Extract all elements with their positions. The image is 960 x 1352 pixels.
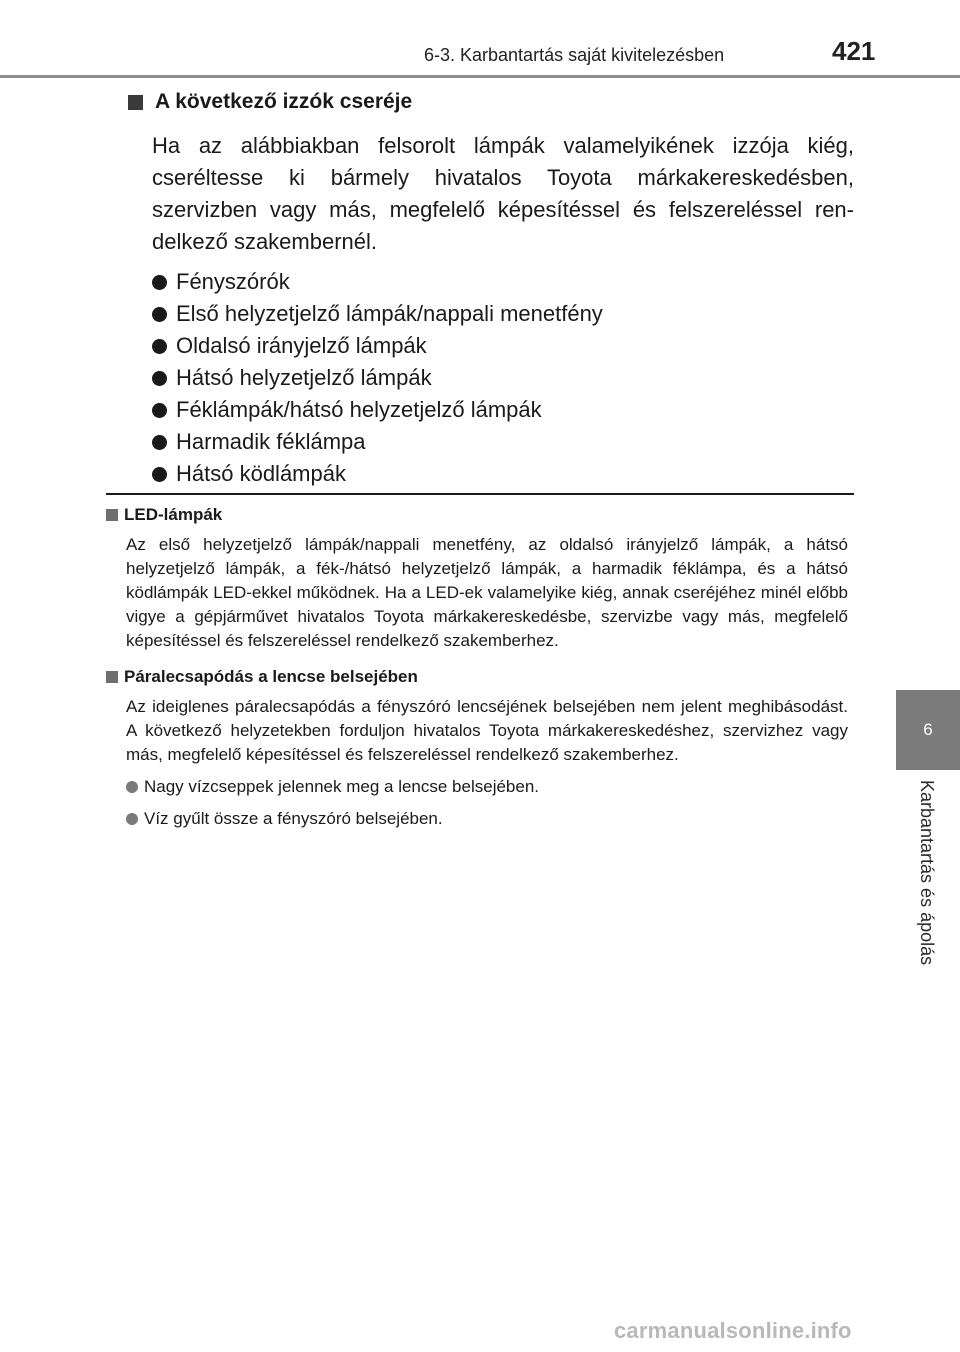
- main-section: [128, 90, 854, 490]
- note-paragraph-led: Az első helyzetjelző lámpák/nappali menetfény, az oldalsó irányjelző lámpák, a hátsó helyzetjelző lámpák, a fék-/hátsó helyzetjelző lámpák, a harmadik féklámpa, és a hátsó ködlámpák LED-ekkel működnek. Ha a LED-ek valamelyike kiég, annak cseréjéhez minél előbb vigye a gépjárművet hivatalos Toyota márkakereskedésbe, szervizbe vagy más, megfelelő képesítéssel és felszereléssel rendelkező szakemberhez.: [126, 535, 848, 650]
- list-item-text: Oldalsó irányjelző lámpák: [176, 333, 427, 358]
- list-item-text: Víz gyűlt össze a fényszóró belsejében.: [144, 809, 443, 828]
- note-heading-text: Páralecsapódás a lencse belsejében: [124, 667, 418, 686]
- chapter-number: 6: [923, 720, 933, 739]
- list-item: [152, 426, 854, 458]
- round-bullet-icon: [126, 781, 138, 793]
- round-bullet-icon: [152, 307, 167, 322]
- list-item-text: Nagy vízcseppek jelennek meg a lencse belsejében.: [144, 777, 540, 796]
- list-item-text: Féklámpák/hátsó helyzetjelző lámpák: [176, 397, 542, 422]
- chapter-tab: [896, 690, 960, 770]
- square-bullet-icon: [106, 509, 118, 521]
- round-bullet-icon: [152, 435, 167, 450]
- list-item: [152, 266, 854, 298]
- note-heading-led: [106, 503, 848, 527]
- note-heading-text: LED-lámpák: [124, 505, 223, 524]
- list-item: [152, 458, 854, 490]
- list-item-text: Fényszórók: [176, 269, 290, 294]
- list-item-text: Hátsó ködlámpák: [176, 461, 346, 486]
- round-bullet-icon: [152, 371, 167, 386]
- round-bullet-icon: [152, 467, 167, 482]
- round-bullet-icon: [152, 275, 167, 290]
- round-bullet-icon: [152, 403, 167, 418]
- main-heading-text: A következő izzók cseréje: [155, 90, 413, 113]
- main-heading: [128, 90, 854, 114]
- section-divider: [106, 493, 854, 495]
- bulb-list: [152, 266, 854, 490]
- list-item: [152, 394, 854, 426]
- list-item: [126, 807, 848, 831]
- list-item: [126, 775, 848, 799]
- page-header: [0, 0, 960, 80]
- round-bullet-icon: [152, 339, 167, 354]
- list-item-text: Harmadik féklámpa: [176, 429, 366, 454]
- list-item-text: Hátsó helyzetjelző lámpák: [176, 365, 432, 390]
- list-item: [152, 362, 854, 394]
- notes-section: [106, 503, 848, 839]
- note-heading-condensation: [106, 665, 848, 689]
- page-number: 421: [832, 36, 876, 66]
- watermark: carmanualsonline.info: [614, 1318, 852, 1343]
- section-title: 6-3. Karbantartás saját kivitelezésben: [424, 45, 725, 65]
- round-bullet-icon: [126, 813, 138, 825]
- chapter-title: Karbantartás és ápolás: [917, 780, 937, 966]
- main-paragraph: Ha az alábbiakban felsorolt lámpák valamelyikének izzója kiég, cseréltesse ki bármely hivatalos Toyota márkakereskedésben, szervizben vagy más, megfelelő képesítéssel és felszereléssel rendelkező szakembernél.: [152, 133, 854, 254]
- square-bullet-icon: [106, 671, 118, 683]
- note-paragraph-condensation: Az ideiglenes páralecsapódás a fényszóró lencséjének belsejében nem jelent meghibásodást. A következő helyzetekben forduljon hivatalos Toyota márkakereskedéshez, szervizhez vagy más, megfelelő képesítéssel és felszereléssel rendelkező szakemberhez.: [126, 697, 848, 764]
- list-item: [152, 330, 854, 362]
- list-item-text: Első helyzetjelző lámpák/nappali menetfény: [176, 301, 603, 326]
- square-bullet-icon: [128, 95, 143, 110]
- header-divider: [0, 75, 960, 78]
- condensation-list: [126, 775, 848, 831]
- list-item: [152, 298, 854, 330]
